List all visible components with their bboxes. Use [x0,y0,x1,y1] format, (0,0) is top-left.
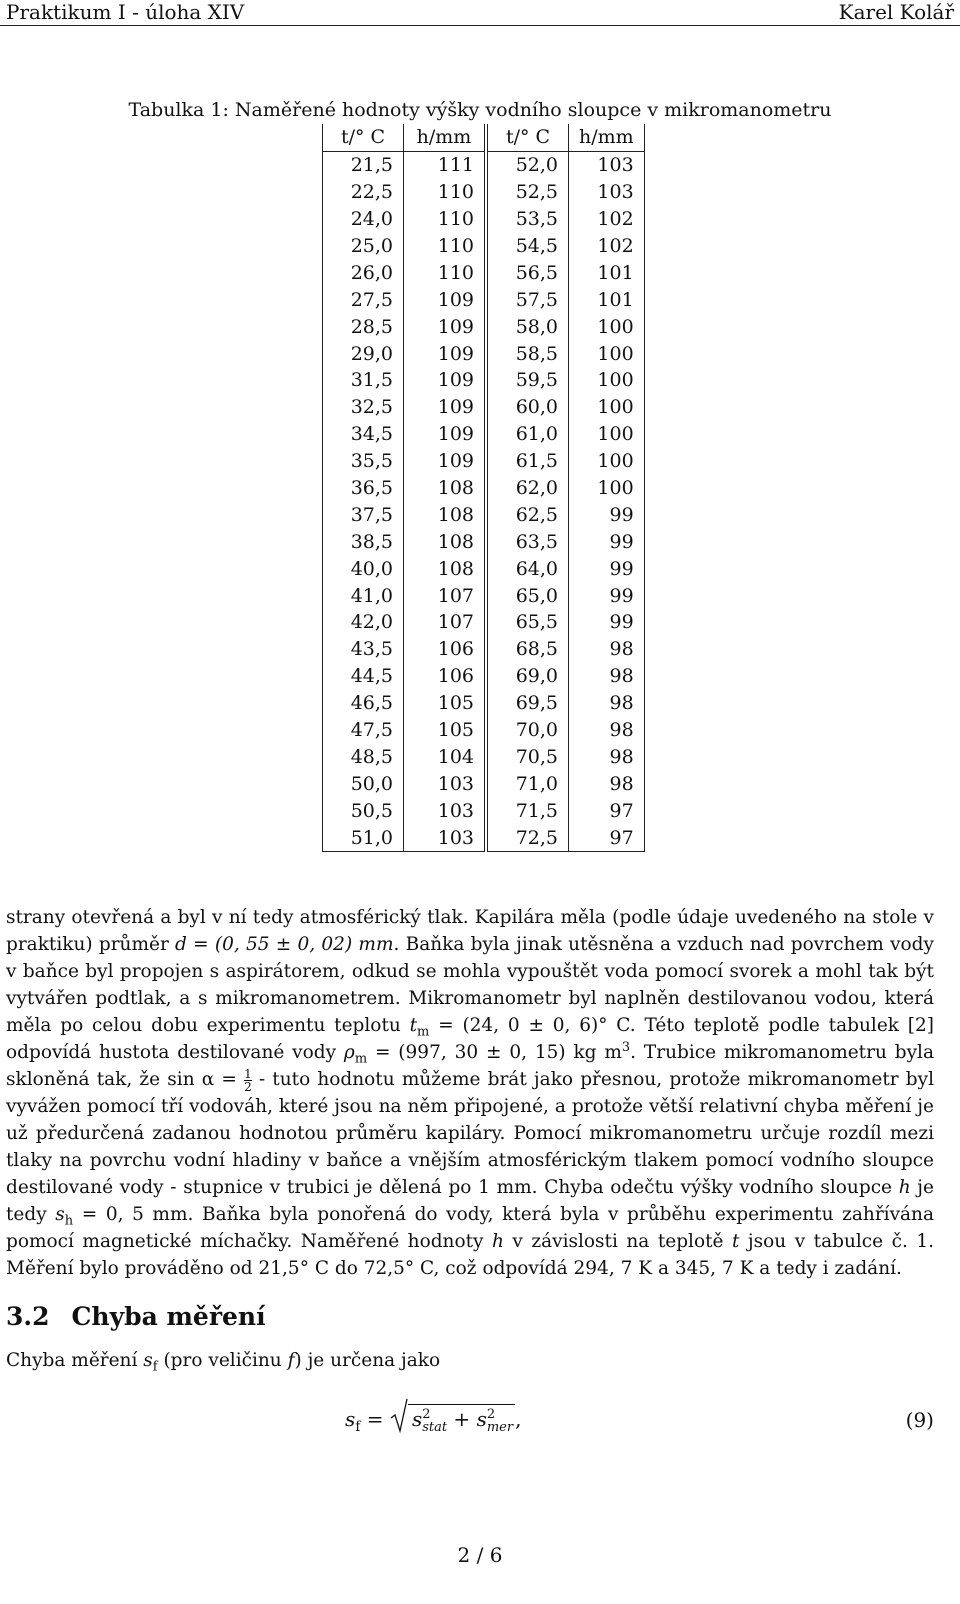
data-table [322,124,645,852]
table-cell: 106 [404,636,487,663]
table-row [323,717,645,744]
table-row [323,313,645,340]
rho-value: = (997, 30 ± 0, 15) kg m [367,1042,622,1063]
table-cell: 69,0 [486,663,569,690]
table-cell: 103 [569,151,645,178]
table-cell: 98 [569,663,645,690]
table-row [323,663,645,690]
table-cell: 107 [404,609,487,636]
table-cell: 108 [404,501,487,528]
table-cell: 29,0 [323,340,404,367]
table-cell: 50,5 [323,797,404,824]
table-cell: 106 [404,663,487,690]
table-cell: 102 [569,206,645,233]
table-cell: 24,0 [323,206,404,233]
table-cell: 43,5 [323,636,404,663]
table-cell: 22,5 [323,179,404,206]
text: je tedy [6,1177,934,1225]
equation-9 [0,1396,960,1446]
table-row [323,206,645,233]
table-cell: 98 [569,770,645,797]
table-cell: 25,0 [323,233,404,260]
table-cell: 54,5 [486,233,569,260]
equals: = [360,1407,390,1431]
text: - tuto hodnotu můžeme brát jako přesnou, protože mikromanometr byl vyvážen pomocí tří vodováh, které jsou na něm připojené, a protože větší relativní chyba měření je už předurčená zadanou hodnotou průměru kapiláry. Pomocí mikromanometru určuje rozdíl mezi tlaky na povrchu vodní hladiny v baňce a vnějším atmosférickým tlakem pomocí vodního sloupce destilované vody - stupnice v trubici je dělená po 1 mm. Chyba odečtu výšky vodního sloupce [6,1069,934,1198]
table-row [323,690,645,717]
rho-symbol: ρ [343,1042,355,1063]
table-cell: 28,5 [323,313,404,340]
table-cell: 100 [569,394,645,421]
table-cell: 69,5 [486,690,569,717]
table-cell: 26,0 [323,259,404,286]
table-row [323,555,645,582]
diameter-value: d = (0, 55 ± 0, 02) mm [175,934,394,955]
table-cell: 100 [569,367,645,394]
table-cell: 52,0 [486,151,569,178]
table-cell: 53,5 [486,206,569,233]
text: (pro veličinu [157,1350,288,1371]
table-cell: 56,5 [486,259,569,286]
table-cell: 110 [404,206,487,233]
sf-symbol: s [143,1350,153,1371]
scripts [422,1408,447,1434]
radical-sign [390,1398,408,1434]
table-cell: 72,5 [486,824,569,851]
temp-symbol: t [409,1015,418,1036]
equation-number: (9) [905,1408,934,1432]
table-cell: 109 [404,286,487,313]
frac-den: 2 [244,1079,252,1094]
table-cell: 109 [404,448,487,475]
table-cell: 100 [569,313,645,340]
table-cell: 35,5 [323,448,404,475]
table-row [323,151,645,178]
temp-value: = (24, 0 ± 0, 6)° C [429,1015,630,1036]
sh-symbol: s [55,1204,65,1225]
table-cell: 58,5 [486,340,569,367]
table-cell: 62,0 [486,475,569,502]
col-header-t2: t/° C [486,124,569,151]
table-cell: 38,5 [323,528,404,555]
text: . Baňka byla jinak utěsněna a vzduch nad povrchem vody v baňce byl propojen s aspirátorem, odkud se mohla vypouštět voda pomocí svorek a mohl tak být vytvářen podtlak, a s mikromanometrem. Mikromanometr byl naplněn destilovanou vodou, která měla po celou dobu experimentu teplotu [6,934,934,1036]
table-row [323,394,645,421]
lhs-sub: f [355,1419,361,1435]
h-symbol: h [898,1177,911,1198]
table-cell: 98 [569,636,645,663]
table-cell: 109 [404,313,487,340]
rho-sub: m [354,1051,368,1067]
table-cell: 108 [404,555,487,582]
table-row [323,582,645,609]
h-symbol: h [491,1231,504,1252]
table-cell: 100 [569,448,645,475]
table-cell: 109 [404,394,487,421]
table-body [323,151,645,851]
table-cell: 110 [404,233,487,260]
table-row [323,367,645,394]
text: . Baňka byla ponořená do vody, která byla v průběhu experimentu zahřívána pomocí magnetické míchačky. Naměřené hodnoty [6,1204,935,1252]
table-cell: 108 [404,528,487,555]
table-header-row [323,124,645,151]
table-cell: 59,5 [486,367,569,394]
table-cell: 41,0 [323,582,404,609]
table-cell: 46,5 [323,690,404,717]
table-cell: 71,0 [486,770,569,797]
table-cell: 99 [569,501,645,528]
table-cell: 111 [404,151,487,178]
table-row [323,609,645,636]
table-cell: 98 [569,717,645,744]
table-cell: 36,5 [323,475,404,502]
table-cell: 102 [569,233,645,260]
text: jsou v tabulce č. 1. Měření bylo prováděno od 21,5° C do 72,5° C, což odpovídá 294, 7 K a 345, 7 K a tedy i zadání. [6,1231,934,1279]
header-rule [0,25,960,26]
table-cell: 27,5 [323,286,404,313]
table-cell: 110 [404,179,487,206]
table-row [323,770,645,797]
table-row [323,636,645,663]
scripts [487,1408,513,1434]
table-cell: 60,0 [486,394,569,421]
table-cell: 103 [404,824,487,851]
table-cell: 110 [404,259,487,286]
equation-formula [345,1404,521,1434]
table-cell: 100 [569,475,645,502]
comma: , [515,1407,522,1431]
table-cell: 64,0 [486,555,569,582]
table-cell: 51,0 [323,824,404,851]
section-heading [6,1302,266,1331]
section-number: 3.2 [6,1302,50,1331]
table-row [323,286,645,313]
rho-exp: 3 [621,1039,631,1055]
table-cell: 100 [569,340,645,367]
table-cell: 99 [569,555,645,582]
table-cell: 42,0 [323,609,404,636]
table-cell: 101 [569,259,645,286]
table-cell: 58,0 [486,313,569,340]
table-cell: 99 [569,528,645,555]
table-cell: 40,0 [323,555,404,582]
table-cell: 62,5 [486,501,569,528]
sh-value: = 0, 5 mm [73,1204,188,1225]
col-header-t1: t/° C [323,124,404,151]
table-cell: 104 [404,743,487,770]
table-cell: 31,5 [323,367,404,394]
table-cell: 63,5 [486,528,569,555]
sup: 2 [422,1406,431,1422]
table-row [323,824,645,851]
text: ) je určena jako [294,1350,441,1371]
header-left: Praktikum I - úloha XIV [6,0,245,24]
table-row [323,528,645,555]
table-cell: 103 [404,770,487,797]
lhs-symbol: s [345,1407,356,1431]
table-row [323,179,645,206]
table-cell: 107 [404,582,487,609]
table-cell: 32,5 [323,394,404,421]
table-cell: 100 [569,421,645,448]
table-cell: 109 [404,340,487,367]
table-cell: 97 [569,797,645,824]
text: . Trubice mikromanometru byla skloněná tak, že sin α = [6,1042,934,1090]
table-cell: 105 [404,717,487,744]
table-row [323,233,645,260]
table-row [323,501,645,528]
table-cell: 68,5 [486,636,569,663]
page-number: 2 / 6 [457,1543,503,1567]
intro-sentence [6,1350,441,1375]
table-cell: 71,5 [486,797,569,824]
table-row [323,797,645,824]
s-stat: s [411,1407,423,1431]
table-cell: 108 [404,475,487,502]
plus: + [447,1407,477,1431]
t-symbol: t [732,1231,740,1252]
text: . Této teplotě podle tabulek [2] odpovídá hustota destilované vody [6,1015,934,1063]
s-mer: s [476,1407,487,1431]
table-cell: 37,5 [323,501,404,528]
table-cell: 65,0 [486,582,569,609]
table-cell: 52,5 [486,179,569,206]
text: strany otevřená a byl v ní tedy atmosférický tlak. Kapilára měla (podle údaje uvedeného na stole v praktiku) průměr [6,907,934,955]
table-cell: 48,5 [323,743,404,770]
table-cell: 98 [569,690,645,717]
table-row [323,448,645,475]
frac-num: 1 [244,1066,252,1081]
table-cell: 103 [404,797,487,824]
table-cell: 44,5 [323,663,404,690]
sf-sub: f [152,1359,158,1375]
table-cell: 21,5 [323,151,404,178]
table-row [323,259,645,286]
table-row [323,475,645,502]
sh-sub: h [64,1213,74,1229]
table-row [323,340,645,367]
col-header-h2: h/mm [569,124,645,151]
f-symbol: f [287,1350,295,1371]
table-cell: 57,5 [486,286,569,313]
section-title: Chyba měření [71,1302,266,1331]
table-cell: 65,5 [486,609,569,636]
header-right: Karel Kolář [838,0,954,24]
table-cell: 61,5 [486,448,569,475]
col-header-h1: h/mm [404,124,487,151]
table-cell: 98 [569,743,645,770]
sup: 2 [486,1406,496,1422]
table-cell: 47,5 [323,717,404,744]
table-cell: 61,0 [486,421,569,448]
radicand [408,1404,515,1434]
table-row [323,421,645,448]
table-cell: 103 [569,179,645,206]
table-cell: 70,5 [486,743,569,770]
table-cell: 99 [569,609,645,636]
temp-sub: m [417,1024,430,1040]
table-cell: 99 [569,582,645,609]
sqrt [390,1404,515,1434]
fraction [244,1068,252,1093]
table-cell: 109 [404,367,487,394]
table-cell: 109 [404,421,487,448]
table-cell: 97 [569,824,645,851]
text: v závislosti na teplotě [503,1231,732,1252]
table-caption: Tabulka 1: Naměřené hodnoty výšky vodního sloupce v mikromanometru [128,99,832,121]
table-cell: 101 [569,286,645,313]
running-header [0,0,960,26]
table-cell: 50,0 [323,770,404,797]
sub: stat [422,1419,448,1435]
table-row [323,743,645,770]
sub: mer [486,1419,514,1435]
text: Chyba měření [6,1350,144,1371]
table-cell: 70,0 [486,717,569,744]
table-cell: 105 [404,690,487,717]
table-cell: 34,5 [323,421,404,448]
body-paragraph [6,904,934,1282]
